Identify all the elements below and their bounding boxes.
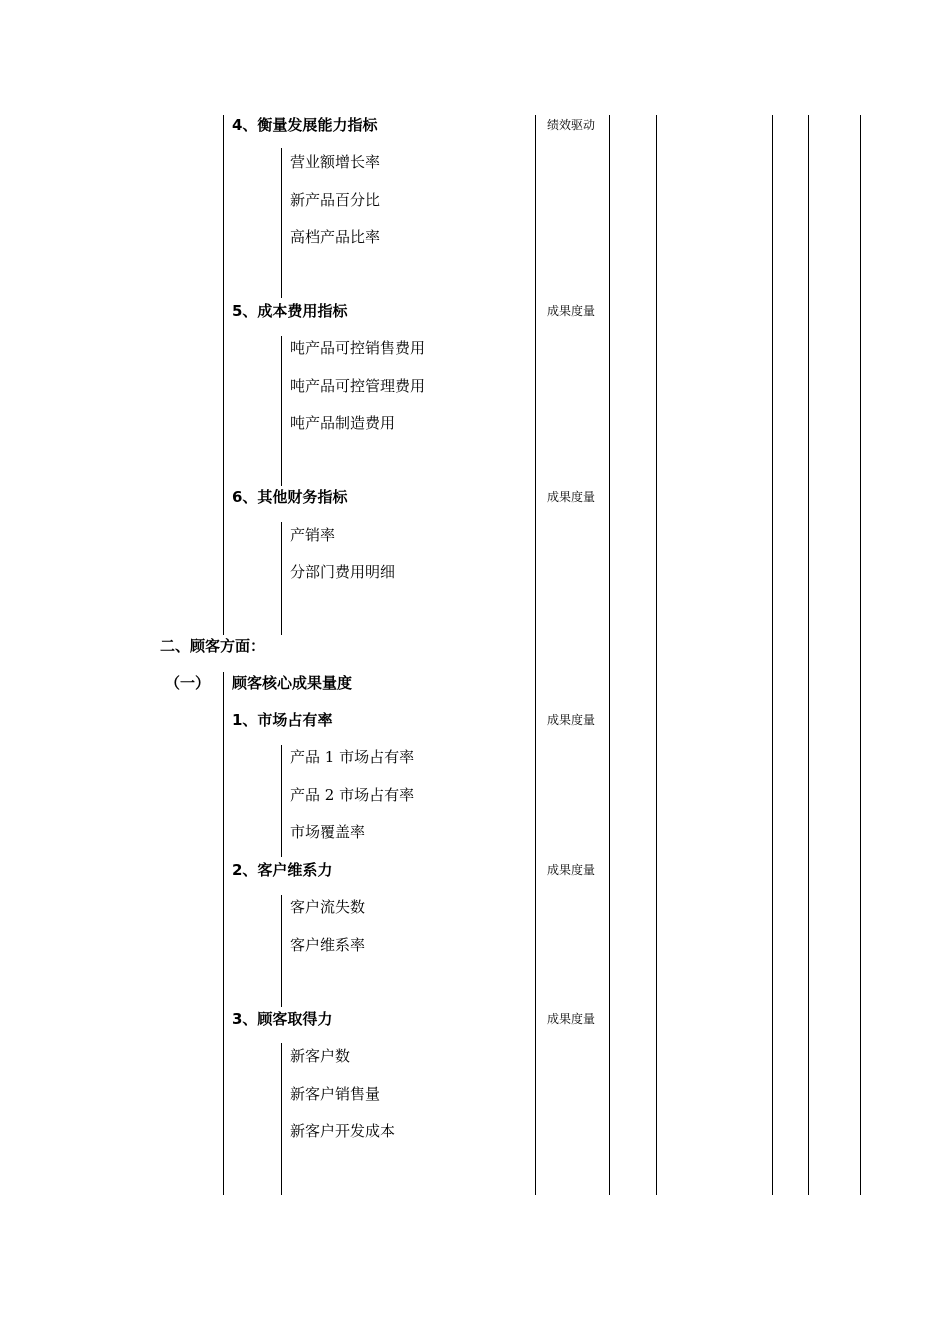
indicator-item: 新客户数: [290, 1047, 351, 1065]
indicator-item: 客户流失数: [290, 898, 366, 916]
indicator-item: 吨产品可控管理费用: [290, 377, 426, 395]
indicator-item: 产品 1 市场占有率: [290, 748, 415, 766]
group-heading-retention: 2、客户维系力: [232, 861, 333, 879]
group-tag-other-financial: 成果度量: [547, 490, 596, 504]
table-column-rule-1: [535, 115, 536, 1195]
group-heading-development: 4、衡量发展能力指标: [232, 116, 378, 134]
group-tag-market-share: 成果度量: [547, 713, 596, 727]
tree-branch-line-3: [281, 1043, 282, 1195]
table-column-rule-5: [808, 115, 809, 1195]
tree-branch-line-5: [281, 336, 282, 486]
group-tag-retention: 成果度量: [547, 863, 596, 877]
group-heading-acquisition: 3、顾客取得力: [232, 1010, 333, 1028]
indicator-item: 吨产品制造费用: [290, 414, 396, 432]
indicator-item: 营业额增长率: [290, 153, 381, 171]
table-column-rule-6: [860, 115, 861, 1195]
indicator-item: 产品 2 市场占有率: [290, 786, 415, 804]
indicator-item: 市场覆盖率: [290, 823, 366, 841]
group-heading-cost: 5、成本费用指标: [232, 302, 348, 320]
group-tag-acquisition: 成果度量: [547, 1012, 596, 1026]
indicator-item: 新客户开发成本: [290, 1122, 396, 1140]
table-column-rule-3: [656, 115, 657, 1195]
tree-main-line-a: [223, 115, 224, 635]
section-title-customer: 二、顾客方面：: [160, 637, 266, 655]
indicator-item: 吨产品可控销售费用: [290, 339, 426, 357]
indicator-item: 客户维系率: [290, 936, 366, 954]
indicator-item: 高档产品比率: [290, 228, 381, 246]
tree-branch-line-2: [281, 895, 282, 1007]
tree-branch-line-4: [281, 148, 282, 298]
table-column-rule-4: [772, 115, 773, 1195]
group-heading-other-financial: 6、其他财务指标: [232, 488, 348, 506]
group-tag-development: 绩效驱动: [547, 118, 596, 132]
indicator-item: 分部门费用明细: [290, 563, 396, 581]
subsection-number: （一）: [165, 674, 211, 692]
group-heading-market-share: 1、市场占有率: [232, 711, 333, 729]
subsection-title: 顾客核心成果量度: [232, 674, 353, 692]
indicator-item: 新产品百分比: [290, 191, 381, 209]
indicator-item: 产销率: [290, 526, 336, 544]
group-tag-cost: 成果度量: [547, 304, 596, 318]
indicator-item: 新客户销售量: [290, 1085, 381, 1103]
tree-main-line-b: [223, 672, 224, 1195]
tree-branch-line-6: [281, 522, 282, 635]
tree-branch-line-1: [281, 745, 282, 857]
table-column-rule-2: [609, 115, 610, 1195]
